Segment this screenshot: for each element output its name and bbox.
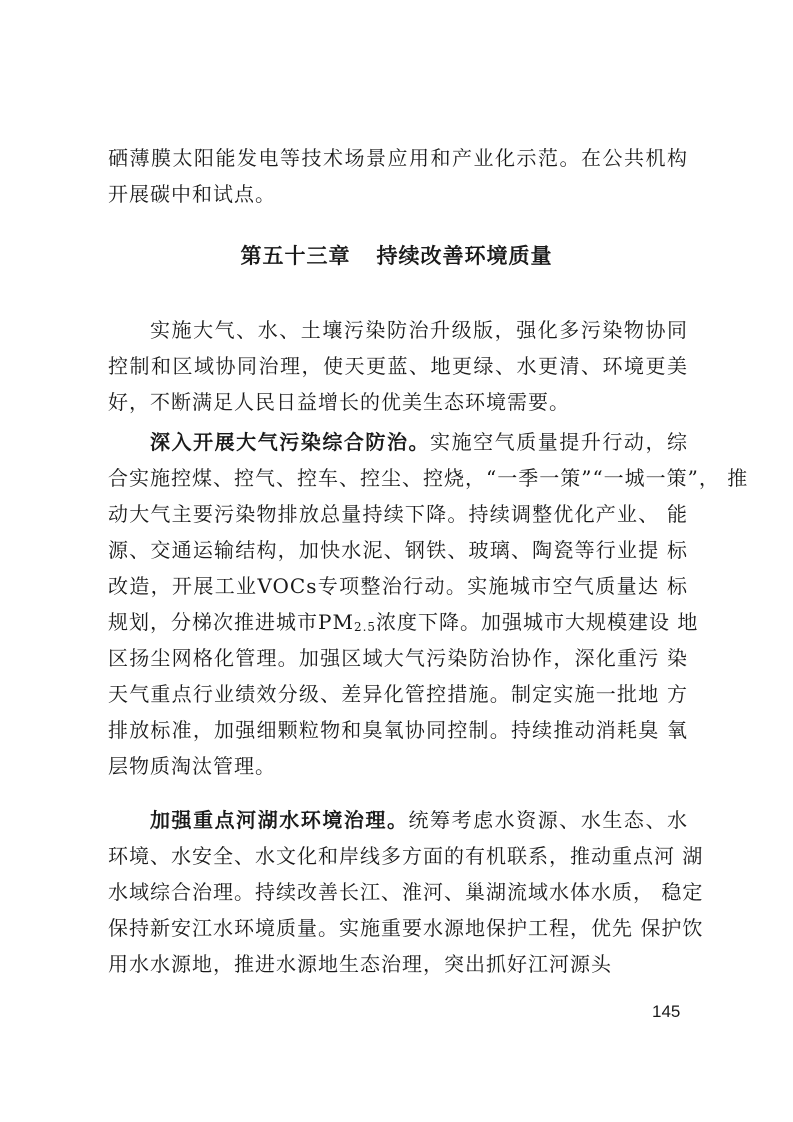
paragraph-line: 区扬尘网格化管理。加强区域大气污染防治协作，深化重污 染 (108, 646, 688, 670)
paragraph-line: 好，不断满足人民日益增长的优美生态环境需要。 (108, 390, 570, 414)
chapter-number: 第五十三章 (240, 244, 351, 268)
paragraph-line: 排放标准，加强细颗粒物和臭氧协同控制。持续推动消耗臭 氧 (108, 718, 688, 742)
paragraph-line: 层物质淘汰管理。 (108, 754, 276, 778)
paragraph-line: 动大气主要污染物排放总量持续下降。持续调整优化产业、 能 (108, 502, 688, 526)
paragraph-line: 源、交通运输结构，加快水泥、钢铁、玻璃、陶瓷等行业提 标 (108, 538, 688, 562)
subscript: 2.5 (353, 620, 377, 634)
paragraph-line: 保持新安江水环境质量。实施重要水源地保护工程，优先 保护饮 (108, 916, 704, 940)
paragraph-line: 环境、水安全、水文化和岸线多方面的有机联系，推动重点河 湖 (108, 844, 704, 868)
section-heading: 深入开展大气污染综合防治。 (150, 430, 431, 454)
chapter-heading (0, 238, 793, 274)
intro-line: 开展碳中和试点。 (108, 182, 276, 206)
paragraph-line (150, 424, 688, 460)
paragraph-line: 实施大气、水、土壤污染防治升级版，强化多污染物协同 (150, 318, 688, 342)
paragraph-text: 规划，分梯次推进城市PM (108, 610, 354, 634)
intro-line: 硒薄膜太阳能发电等技术场景应用和产业化示范。在公共机构 (108, 146, 688, 170)
paragraph-line: 控制和区域协同治理，使天更蓝、地更绿、水更清、环境更美 (108, 354, 688, 378)
paragraph-line: 天气重点行业绩效分级、差异化管控措施。制定实施一批地 方 (108, 682, 688, 706)
paragraph-text: 浓度下降。加强城市大规模建设 地 (376, 610, 699, 634)
paragraph-line (150, 802, 688, 838)
paragraph-text: 统筹考虑水资源、水生态、水 (408, 808, 688, 832)
paragraph-line: 改造，开展工业VOCs专项整治行动。实施城市空气质量达 标 (108, 574, 688, 598)
paragraph-text: 实施空气质量提升行动，综 (430, 430, 689, 454)
paragraph-line: 水域综合治理。持续改善长江、淮河、巢湖流域水体水质， 稳定 (108, 880, 704, 904)
chapter-title: 持续改善环境质量 (376, 244, 553, 268)
page-number: 145 (652, 1002, 681, 1021)
section-heading: 加强重点河湖水环境治理。 (150, 808, 409, 832)
paragraph-line: 合实施控煤、控气、控车、控尘、控烧，“一季一策”“一城一策”， 推 (108, 466, 749, 490)
paragraph-line: 用水水源地，推进水源地生态治理，突出抓好江河源头 (108, 952, 612, 976)
paragraph-line (108, 604, 699, 640)
